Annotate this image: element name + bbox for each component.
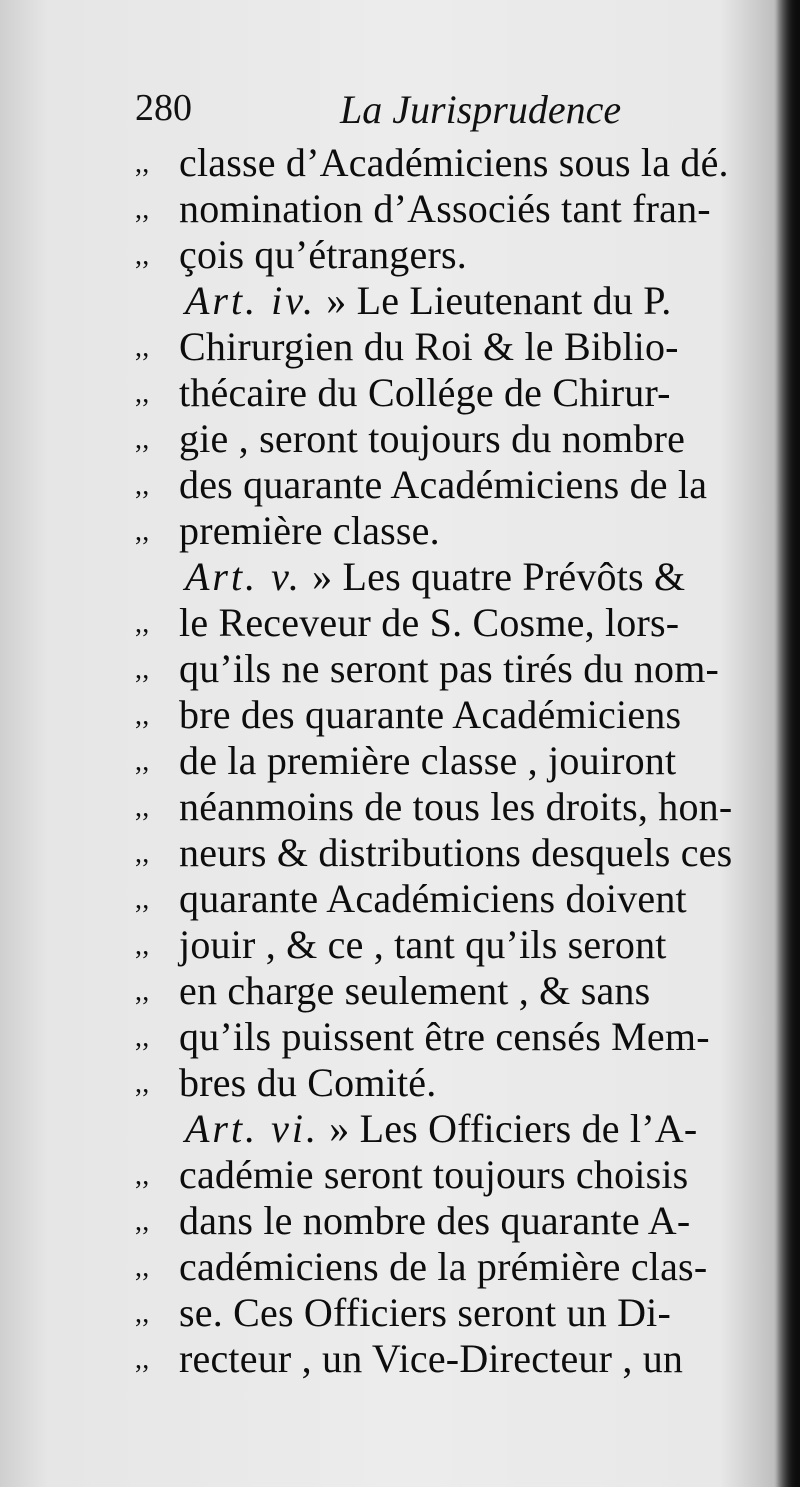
article-heading-line (185, 278, 800, 324)
text-line (135, 876, 765, 922)
text-line (135, 646, 765, 692)
line-text: le Receveur de S. Cosme, lors- (179, 600, 680, 645)
text-line (135, 692, 765, 738)
text-line (135, 1060, 765, 1106)
text-line (135, 784, 765, 830)
line-text: de la première classe , jouiront (179, 738, 677, 783)
article-label: Art. v. (185, 554, 302, 599)
line-text: néanmoins de tous les droits, hon- (179, 784, 733, 829)
quote-mark: ,, (135, 1206, 150, 1237)
text-line (135, 416, 765, 462)
text-line (135, 922, 765, 968)
article-label: Art. iv. (185, 278, 317, 323)
line-text: » Les quatre Prévôts & (312, 554, 686, 599)
text-line (135, 830, 765, 876)
quote-mark: ,, (135, 240, 150, 271)
quote-mark: ,, (135, 654, 150, 685)
quote-mark: ,, (135, 194, 150, 225)
quote-mark: ,, (135, 1022, 150, 1053)
quote-mark: ,, (135, 746, 150, 777)
line-text: neurs & distributions desquels ces (179, 830, 733, 875)
quote-mark: ,, (135, 148, 150, 179)
line-text: se. Ces Officiers seront un Di- (179, 1290, 672, 1335)
quote-mark: ,, (135, 1160, 150, 1191)
running-title: La Jurisprudence (340, 87, 622, 132)
line-text: qu’ils puissent être censés Mem- (179, 1014, 710, 1059)
quote-mark: ,, (135, 516, 150, 547)
text-line (135, 1198, 765, 1244)
quote-mark: ,, (135, 332, 150, 363)
text-line (135, 1336, 765, 1382)
quote-mark: ,, (135, 1344, 150, 1375)
text-line (135, 738, 765, 784)
text-line (135, 968, 765, 1014)
quote-mark: ,, (135, 424, 150, 455)
text-line (135, 508, 765, 554)
line-text: quarante Académiciens doivent (179, 876, 687, 921)
line-text: première classe. (179, 508, 440, 553)
quote-mark: ,, (135, 838, 150, 869)
quote-mark: ,, (135, 884, 150, 915)
line-text: » Le Lieutenant du P. (326, 278, 672, 323)
line-text: qu’ils ne seront pas tirés du nom- (179, 646, 720, 691)
line-text: nomination d’Associés tant fran- (179, 186, 711, 231)
line-text: jouir , & ce , tant qu’ils seront (179, 922, 667, 967)
article-label: Art. vi. (185, 1106, 319, 1151)
text-line (135, 600, 765, 646)
text-line (135, 1290, 765, 1336)
line-text: en charge seulement , & sans (179, 968, 651, 1013)
text-line (135, 370, 765, 416)
line-text: çois qu’étrangers. (179, 232, 467, 277)
quote-mark: ,, (135, 1252, 150, 1283)
page-number: 280 (135, 87, 192, 129)
quote-mark: ,, (135, 608, 150, 639)
line-text: classe d’Académiciens sous la dé. (179, 140, 729, 185)
text-line (135, 1014, 765, 1060)
line-text: cadémiciens de la prémière clas- (179, 1244, 708, 1289)
quote-mark: ,, (135, 700, 150, 731)
line-text: recteur , un Vice-Directeur , un (179, 1336, 684, 1381)
quote-mark: ,, (135, 470, 150, 501)
line-text: » Les Officiers de l’A- (329, 1106, 698, 1151)
article-heading-line (185, 554, 800, 600)
text-line (135, 462, 765, 508)
article-heading-line (185, 1106, 800, 1152)
quote-mark: ,, (135, 378, 150, 409)
text-line (135, 324, 765, 370)
quote-mark: ,, (135, 792, 150, 823)
text-line (135, 1152, 765, 1198)
text-line (135, 140, 765, 186)
line-text: thécaire du Collége de Chirur- (179, 370, 671, 415)
line-text: dans le nombre des quarante A- (179, 1198, 691, 1243)
line-text: des quarante Académiciens de la (179, 462, 708, 507)
line-text: bre des quarante Académiciens (179, 692, 682, 737)
line-text: bres du Comité. (179, 1060, 437, 1105)
quote-mark: ,, (135, 930, 150, 961)
text-line (135, 186, 765, 232)
line-text: gie , seront toujours du nombre (179, 416, 686, 461)
text-line (135, 1244, 765, 1290)
quote-mark: ,, (135, 976, 150, 1007)
line-text: cadémie seront toujours choisis (179, 1152, 689, 1197)
text-line (135, 232, 765, 278)
line-text: Chirurgien du Roi & le Biblio- (179, 324, 679, 369)
quote-mark: ,, (135, 1298, 150, 1329)
quote-mark: ,, (135, 1068, 150, 1099)
